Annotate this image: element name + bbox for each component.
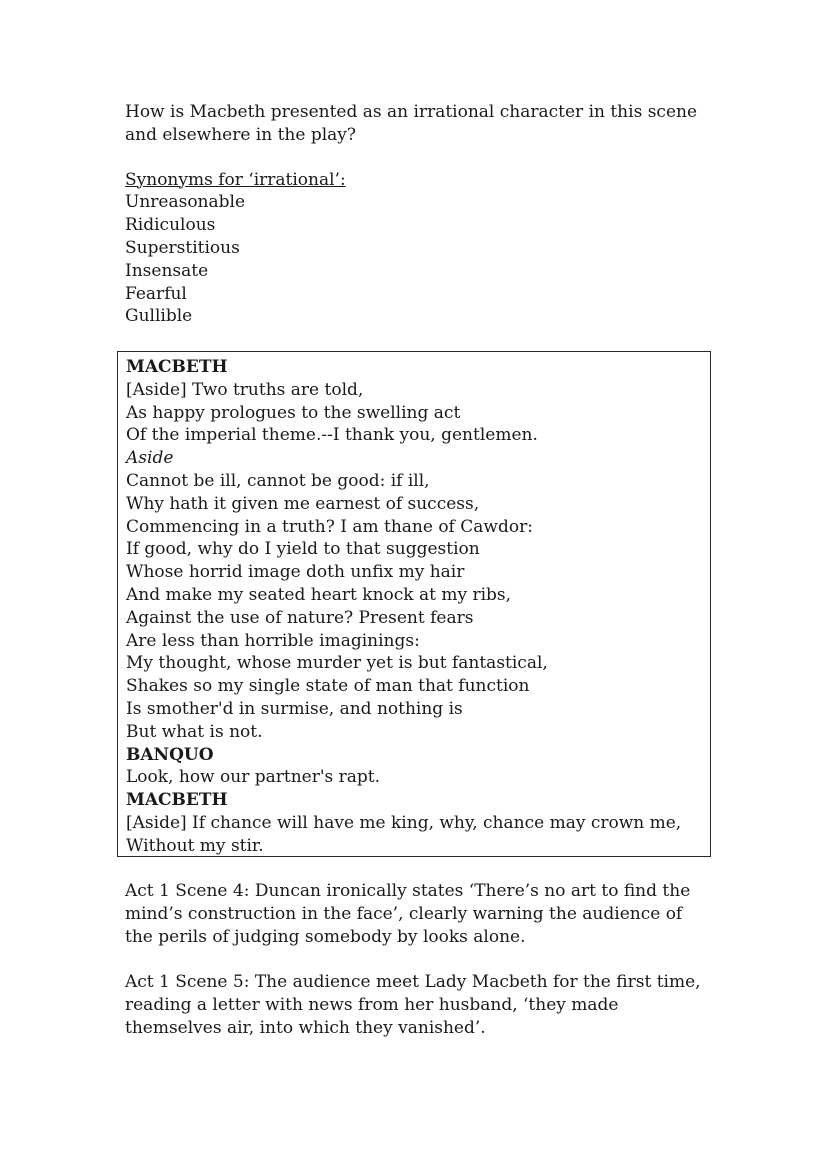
script-line: [Aside] If chance will have me king, why, chance may crown me, — [126, 812, 682, 833]
script-line: Without my stir. — [126, 835, 264, 856]
script-line: Whose horrid image doth unfix my hair — [126, 562, 465, 583]
synonym-item: Gullible — [125, 306, 193, 327]
script-line: And make my seated heart knock at my ribs, — [126, 584, 512, 605]
synonyms-heading: Synonyms for ‘irrational’: — [125, 169, 346, 190]
script-extract-box — [117, 351, 711, 857]
speaker-name: MACBETH — [126, 790, 228, 811]
script-line: Is smother'd in surmise, and nothing is — [126, 698, 463, 719]
analysis-note: Act 1 Scene 4: Duncan ironically states ‘There’s no art to find the mind’s construction in the face’, clearly warning the audience of the perils of judging somebody by looks alone. — [125, 881, 691, 947]
analysis-note: Act 1 Scene 5: The audience meet Lady Macbeth for the first time, reading a letter with news from her husband, ‘they made themselves air, into which they vanished’. — [125, 972, 701, 1038]
analysis-notes — [125, 880, 715, 1040]
question-section — [125, 101, 725, 328]
synonym-item: Insensate — [125, 260, 209, 281]
script-line: [Aside] Two truths are told, — [126, 379, 364, 400]
synonym-item: Unreasonable — [125, 192, 246, 213]
script-line: As happy prologues to the swelling act — [126, 402, 461, 423]
script-line: If good, why do I yield to that suggestion — [126, 539, 480, 560]
script-line: Cannot be ill, cannot be good: if ill, — [126, 470, 430, 491]
script-line: Shakes so my single state of man that function — [126, 676, 530, 697]
script-line: Why hath it given me earnest of success, — [126, 493, 480, 514]
synonym-item: Superstitious — [125, 237, 240, 258]
script-line: Look, how our partner's rapt. — [126, 767, 381, 788]
script-line: Commencing in a truth? I am thane of Cawdor: — [126, 516, 533, 537]
script-line: My thought, whose murder yet is but fantastical, — [126, 653, 548, 674]
stage-direction: Aside — [126, 448, 174, 469]
script-line: Against the use of nature? Present fears — [126, 607, 474, 628]
synonym-item: Fearful — [125, 283, 187, 304]
script-line: Of the imperial theme.--I thank you, gentlemen. — [126, 425, 538, 446]
speaker-name: BANQUO — [126, 744, 214, 765]
script-line: Are less than horrible imaginings: — [126, 630, 420, 651]
synonyms-list — [125, 191, 725, 328]
speaker-name: MACBETH — [126, 357, 228, 377]
synonym-item: Ridiculous — [125, 215, 216, 236]
script-line: But what is not. — [126, 721, 263, 742]
question-text: How is Macbeth presented as an irrational character in this scene and elsewhere in the play? — [125, 102, 698, 145]
